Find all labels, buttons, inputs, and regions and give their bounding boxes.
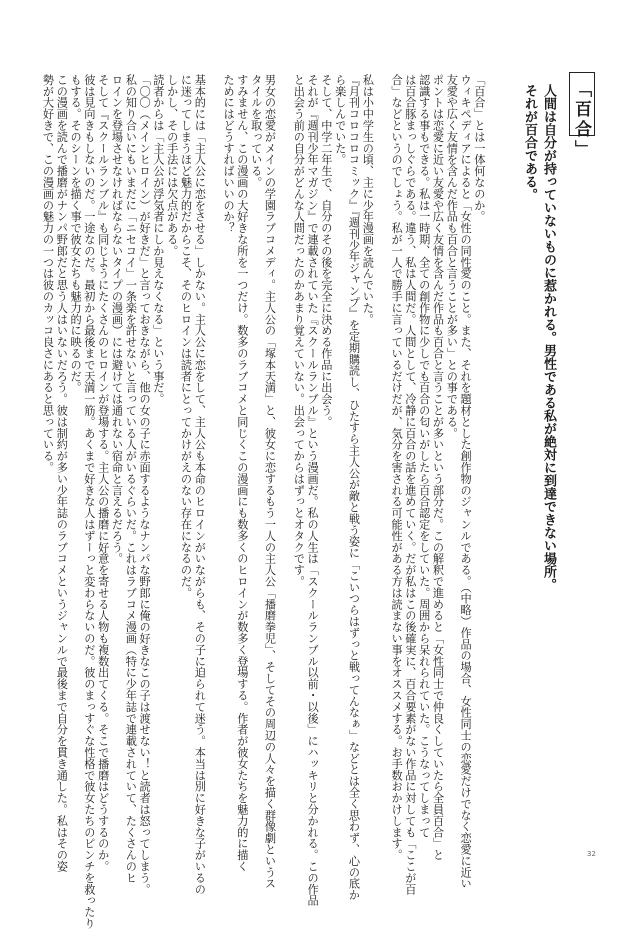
text-line: に迷ってしまうほど魅力的だからこそ、そのヒロインは読者にとってかけがえのない存在になるのだ。 [179,74,193,599]
text-line: 読者からは「主人公が浮気者にしか見えなくなる」という事だ。 [151,74,165,405]
text-line: は百合豚まっしぐらである。違う、私は人間だ。人間として、冷静に百合の話を進めていく。だが私はこの後確実に、百合要素がない作品に対しても「ここが百 [403,74,417,895]
text-line: 勢が大好きで、この漫画の魅力の一つは彼のカッコ良さにあると思っている。 [41,74,55,473]
text-line: そして『スクールランブル』も同じようにたくさんのヒロインが登場する。主人公の播磨に好意を寄せる人物も複数出てくる。そこで播磨はどうするのか。 [96,74,110,872]
page-number: 32 [587,850,596,858]
text-line: と出会う前の自分がどんな人間だったのかあまり覚えていない。出会ってからはずっとオタクです。 [292,74,306,587]
text-line: 基本的には「主人公に恋をさせる」しかない。主人公に恋をして、主人公も本命のヒロインがいながらも、その子に迫られて迷う。本当は別に好きな子がいるの [193,74,207,895]
text-line: それが『週刊少年マガジン』で連載されていた『スクールランブル』という漫画だ。私の人生は「スクールランブル以前・以後」にハッキリと分かれる。この作品 [306,74,320,907]
text-line: ためにはどうすればいいのか？ [222,74,236,234]
text-line: 『月刊コロコロコミック』『週刊少年ジャンプ』を定期購読し、ひたすら主人公が敵と戦う姿に「こいつらはずっと戦ってんなぁ」などとは全く思わず、心の底か [347,74,361,901]
text-line: この漫画を読んで播磨がナンパ野郎だと思う人はいないだろう。彼は制約が多い少年誌のラブコメというジャンルで最後まで自分を貫き通した。私はその姿 [55,74,69,872]
text-line: ウィキペディアによると「女性の同性愛のこと。また、それを題材とした創作物のジャンルである。（中略）作品の場合、女性同士の恋愛だけでなく恋愛に近い [459,74,473,890]
page-title: 「百合」 [571,80,591,160]
text-line: 認識する事もできる。私は一時期、全ての創作物に少しでも百合の匂いがしたら百合認定をしていた。周囲から呆れられていた。こうなってしまって [417,74,431,838]
text-line: 私の知り合いにもいまだに「ニセコイ」一条楽を許せないと言っている人がいるぐらいだ。これはラブコメ漫画（特に少年誌で連載されていて、たくさんのヒ [124,74,138,884]
lead-line-1: 人間は自分が持っていないものに惹かれる。男性である私が絶対に到達できない場所。 [541,84,556,591]
text-line: 私は小中学生の頃、主に少年漫画を読んでいた。 [361,74,375,325]
text-line: ら楽しんでいた。 [333,74,347,166]
text-line: ポントは恋愛に近い友愛や広く友情を含んだ作品も百合と言うことが多いという部分だ。この解釈で進めると「女性同士で仲良くしていたら全員百合」と [431,74,445,861]
text-line: 合」などというのでしょう。私が一人で勝手に言っているだけだが、気分を害される可能性がある方は読まない事をオススメする。お手数おかけします。 [390,74,404,861]
text-line: 「〇〇（メインヒロイン）が好きだ」と言っておきながら、他の女の子に赤面するようなナンパな野郎に俺の好きなこの子は渡せない！と読者は怒ってしまう。 [138,74,152,895]
text-line: すみません、この漫画の大好きな所を一つだけ。数多のラブコメと同じくこの漫画にも数多くのヒロインが数多く登場する。作者が彼女たちを魅力的に描く [235,74,249,872]
text-line: タイルを取っている。 [249,74,263,188]
text-line: しかし、その手法には欠点がある。 [165,74,179,257]
text-line: 「百合」とは一体何なのか。 [472,74,486,223]
text-line: そして、中学二年生で、自分のその後を完全に決める作品に出会う。 [319,74,333,428]
text-line: 友愛や広く友情を含んだ作品も百合と言うことが多い」との事である。 [445,74,459,439]
text-line: ロインを登場させなければならないタイプの漫画）には避けては通れない宿命と言えるだろう。 [110,74,124,565]
text-line: 男女の恋愛がメインの学園ラブコメディ。主人公の「塚本天満」と、彼女に恋するもう一人の主人公「播磨拳児」、そしてその周辺の人々を描く群像劇というス [263,74,277,890]
text-line: 彼は見向きもしないのだ。一途なのだ。最初から最後まで天満一筋。あくまで好きな人はずーっと変わらないのだ。彼のまっすぐな性格で彼女たちのピンチを救ったり [82,74,96,929]
lead-line-2: それが百合である。 [522,84,537,201]
text-line: もする。そのシーンを描く事で彼女たちも魅力的に映るのだ。 [69,74,83,394]
